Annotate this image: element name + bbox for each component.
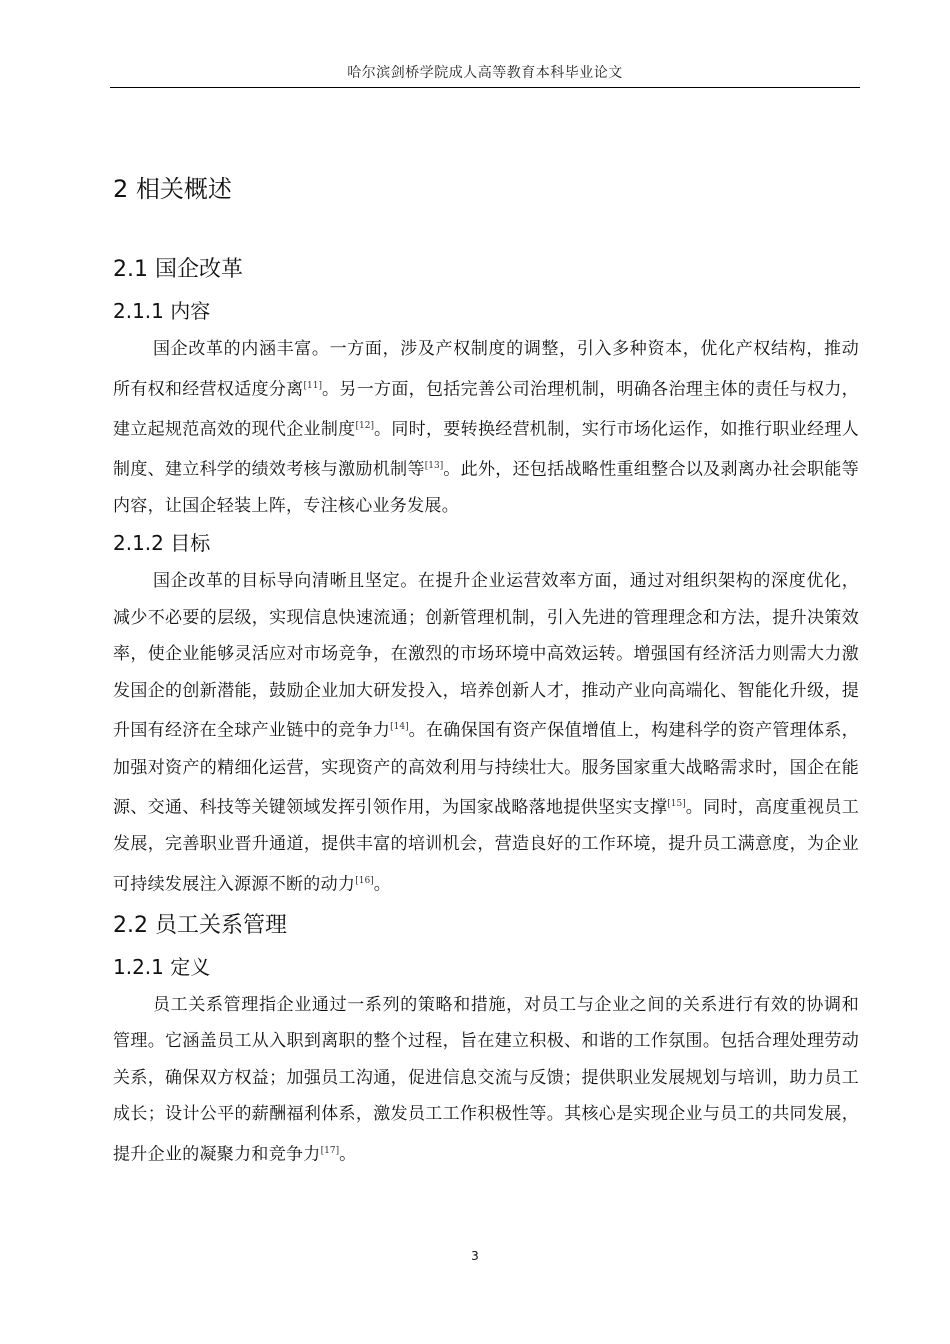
page-number: 3 (471, 1249, 479, 1263)
text-run: 国企改革的目标导向清晰且坚定。在提升企业运营效率方面，通过对组织架构的深度优化，减少不必要的层级，实现信息快速流通；创新管理机制，引入先进的管理理念和方法，提升决策效率，使企业能够灵活应对市场竞争，在激烈的市场环境中高效运转。增强国有经济活力则需大力激发国企的创新潜能，鼓励企业加大研发投入，培养创新人才，推动产业向高端化、智能化升级，提升国有经济在全球产业链中的竞争力 (113, 571, 859, 742)
text-run: 。在确保国有资产保值增值上，构建科学的资产管理体系，加强对资产的精细化运营，实现资产的高效利用与持续壮大。服务国家重大战略需求时，国企在能源、交通、科技等关键领域发挥引领作用，为国家战略落地提供坚实支撑 (113, 721, 859, 818)
citation-13: [13] (424, 460, 444, 471)
subsection-heading-2-1-1: 2.1.1 内容 (113, 299, 211, 323)
paragraph-content (113, 331, 859, 524)
text-run: 。此外，还包括战略性重组整合以及剥离办社会职能等内容，让国企轻装上阵，专注核心业务发展。 (113, 459, 859, 516)
text-run: 员工关系管理指企业通过一系列的策略和措施，对员工与企业之间的关系进行有效的协调和管理。它涵盖员工从入职到离职的整个过程，旨在建立积极、和谐的工作氛围。包括合理处理劳动关系，确保双方权益；加强员工沟通，促进信息交流与反馈；提供职业发展规划与培训，助力员工成长；设计公平的薪酬福利体系，激发员工工作积极性等。其核心是实现企业与员工的共同发展，提升企业的凝聚力和竞争力 (113, 994, 859, 1165)
subsection-heading-1-2-1: 1.2.1 定义 (113, 954, 211, 979)
citation-11: [11] (303, 380, 323, 391)
paragraph-definition (113, 987, 859, 1173)
header-divider (110, 87, 860, 88)
body-content (113, 150, 859, 1173)
citation-16: [16] (355, 875, 374, 886)
subsection-heading-2-1-2: 2.1.2 目标 (113, 531, 211, 556)
text-run: 国企改革的内涵丰富。一方面，涉及产权制度的调整，引入多种资本，优化产权结构，推动所有权和经营权适度分离 (113, 339, 859, 400)
citation-14: [14] (390, 722, 409, 733)
chapter-heading: 2 相关概述 (113, 175, 232, 203)
text-run: 。 (339, 1144, 357, 1165)
citation-12: [12] (355, 420, 374, 431)
text-run: 。同时，要转换经营机制，实行市场化运作，如推行职业经理人制度、建立科学的绩效考核与激励机制等 (113, 419, 860, 480)
section-heading-2-2: 2.2 员工关系管理 (113, 912, 287, 938)
text-run: 。 (373, 874, 391, 895)
citation-17: [17] (320, 1145, 340, 1156)
running-header: 哈尔滨剑桥学院成人高等教育本科毕业论文 (347, 65, 623, 81)
paragraph-goals (113, 563, 859, 902)
citation-15: [15] (667, 799, 686, 810)
section-heading-2-1: 2.1 国企改革 (113, 257, 243, 282)
text-run: 。另一方面，包括完善公司治理机制，明确各治理主体的责任与权力，建立起规范高效的现代企业制度 (113, 379, 859, 440)
text-run: 。同时，高度重视员工发展，完善职业晋升通道，提供丰富的培训机会，营造良好的工作环境，提升员工满意度，为企业可持续发展注入源源不断的动力 (113, 797, 859, 895)
